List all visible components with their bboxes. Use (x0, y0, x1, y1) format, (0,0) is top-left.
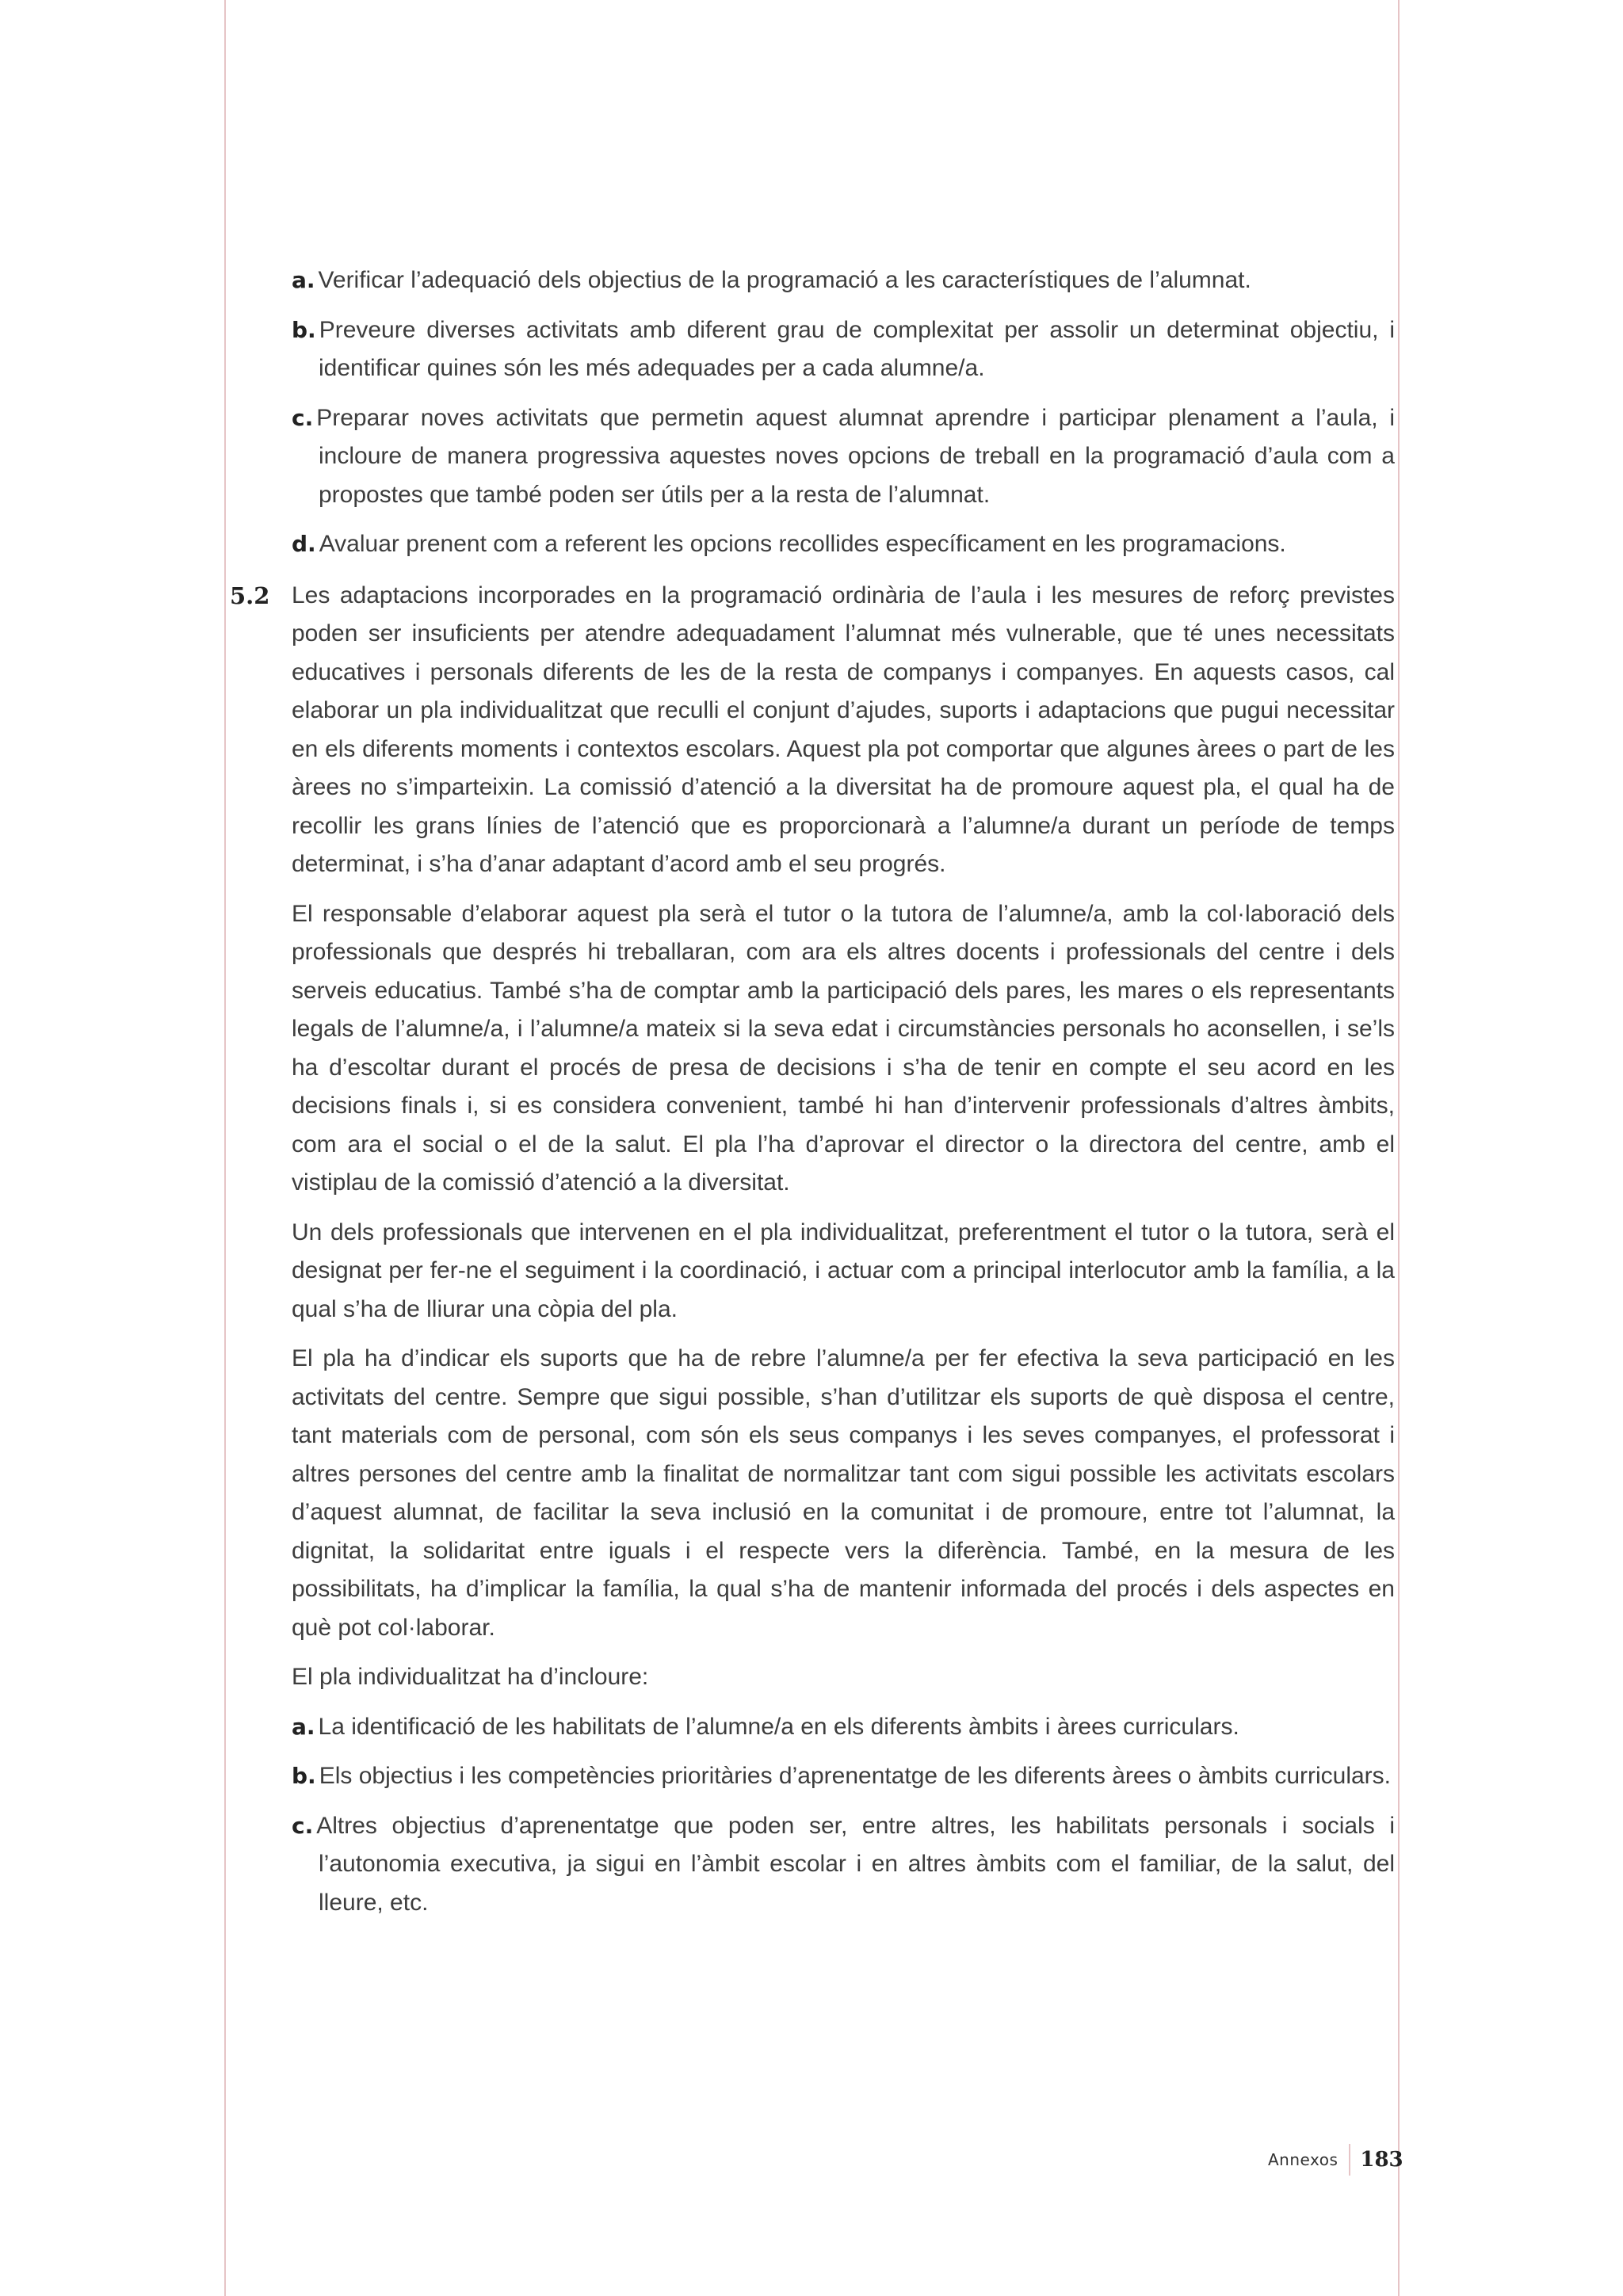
section-5-2 (230, 577, 1395, 1923)
list-item-text: Verificar l’adequació dels objectius de la programació a les característiques de l’alumnat. (318, 267, 1251, 293)
list-item-text: La identificació de les habilitats de l’alumne/a en els diferents àmbits i àrees curriculars. (318, 1713, 1239, 1740)
list-item (292, 1708, 1395, 1747)
list-item-label: b. (292, 1763, 316, 1789)
list-item (292, 1807, 1395, 1923)
page-content (230, 261, 1395, 1933)
paragraph-text: El responsable d’elaborar aquest pla serà el tutor o la tutora de l’alumne/a, amb la col·laboració dels professionals que després hi treballaran, com ara els altres docents i professionals del centre i dels serveis educatius. També s’ha de comptar amb la participació dels pares, les mares o els representants legals de l’alumne/a, i l’alumne/a mateix si la seva edat i circumstàncies personals ho aconsellen, i se’ls ha d’escoltar durant el procés de presa de decisions i s’ha de tenir en compte el seu acord en les decisions finals i, si es considera convenient, també hi han d’intervenir professionals d’altres àmbits, com ara el social o el de la salut. El pla l’ha d’aprovar el director o la directora del centre, amb el vistiplau de la comissió d’atenció a la diversitat. (292, 900, 1395, 1196)
list-item-text: Altres objectius d’aprenentatge que poden ser, entre altres, les habilitats personals i socials i l’autonomia executiva, ja sigui en l’àmbit escolar i en altres àmbits com el familiar, de la salut, del lleure, etc. (316, 1812, 1395, 1916)
paragraph-text: El pla individualitzat ha d’incloure: (292, 1664, 649, 1690)
paragraph (292, 895, 1395, 1203)
paragraph-text: Les adaptacions incorporades en la programació ordinària de l’aula i les mesures de reforç previstes poden ser insuficients per atendre adequadament l’alumnat més vulnerable, que té unes necessitats educatives i personals diferents de les de la resta de companys i companyes. En aquests casos, cal elaborar un pla individualitzat que reculli el conjunt d’ajudes, suports i adaptacions que pugui necessitar en els diferents moments i contextos escolars. Aquest pla pot comportar que algunes àrees o part de les àrees no s’imparteixin. La comissió d’atenció a la diversitat ha de promoure aquest pla, el qual ha de recollir les grans línies de l’atenció que es proporcionarà a l’alumne/a durant un període de temps determinat, i s’ha d’anar adaptant d’acord amb el seu progrés. (292, 582, 1395, 877)
page-footer (1268, 2144, 1403, 2176)
footer-section-label: Annexos (1268, 2150, 1338, 2169)
paragraph (292, 1214, 1395, 1329)
left-margin-rule (224, 0, 226, 2296)
list-item-text: Preveure diverses activitats amb diferent grau de complexitat per assolir un determinat objectiu, i identificar quines són les més adequades per a cada alumne/a. (319, 316, 1395, 381)
list-item-label: a. (292, 1713, 315, 1740)
paragraph (292, 577, 1395, 884)
section-number: 5.2 (230, 582, 270, 609)
list-item-label: c. (292, 404, 314, 431)
list-item-label: c. (292, 1812, 314, 1839)
list-item-label: b. (292, 316, 316, 343)
paragraph-text: Un dels professionals que intervenen en el pla individualitzat, preferentment el tutor o la tutora, serà el designat per fer-ne el seguiment i la coordinació, i actuar com a principal interlocutor amb la família, a la qual s’ha de lliurar una còpia del pla. (292, 1219, 1395, 1322)
list-item-text: Avaluar prenent com a referent les opcions recollides específicament en les programacions. (319, 531, 1286, 557)
list-item-label: d. (292, 531, 316, 557)
list-item-label: a. (292, 267, 315, 293)
list-item-text: Preparar noves activitats que permetin aquest alumnat aprendre i participar plenament a l’aula, i incloure de manera progressiva aquestes noves opcions de treball en la programació d’aula com a propostes que també poden ser útils per a la resta de l’alumnat. (316, 404, 1395, 508)
footer-divider (1349, 2144, 1350, 2176)
list-item (292, 525, 1395, 564)
paragraph (292, 1658, 1395, 1697)
right-margin-rule (1398, 0, 1400, 2296)
list-item (292, 261, 1395, 300)
list-item-text: Els objectius i les competències prioritàries d’aprenentatge de les diferents àrees o àmbits curriculars. (319, 1763, 1392, 1789)
paragraph (292, 1340, 1395, 1647)
list-item (292, 311, 1395, 388)
list-item (292, 1757, 1395, 1796)
page-number: 183 (1360, 2148, 1403, 2172)
list-item (292, 399, 1395, 515)
paragraph-text: El pla ha d’indicar els suports que ha de rebre l’alumne/a per fer efectiva la seva participació en les activitats del centre. Sempre que sigui possible, s’han d’utilitzar els suports de què disposa el centre, tant materials com de personal, com són els seus companys i les seves companyes, el professorat i altres persones del centre amb la finalitat de normalitzar tant com sigui possible les activitats escolars d’aquest alumnat, de facilitar la seva inclusió en la comunitat i de promoure, entre tot l’alumnat, la dignitat, la solidaritat entre iguals i el respecte vers la diferència. També, en la mesura de les possibilitats, ha d’implicar la família, la qual s’ha de mantenir informada del procés i dels aspectes en què pot col·laborar. (292, 1345, 1395, 1641)
